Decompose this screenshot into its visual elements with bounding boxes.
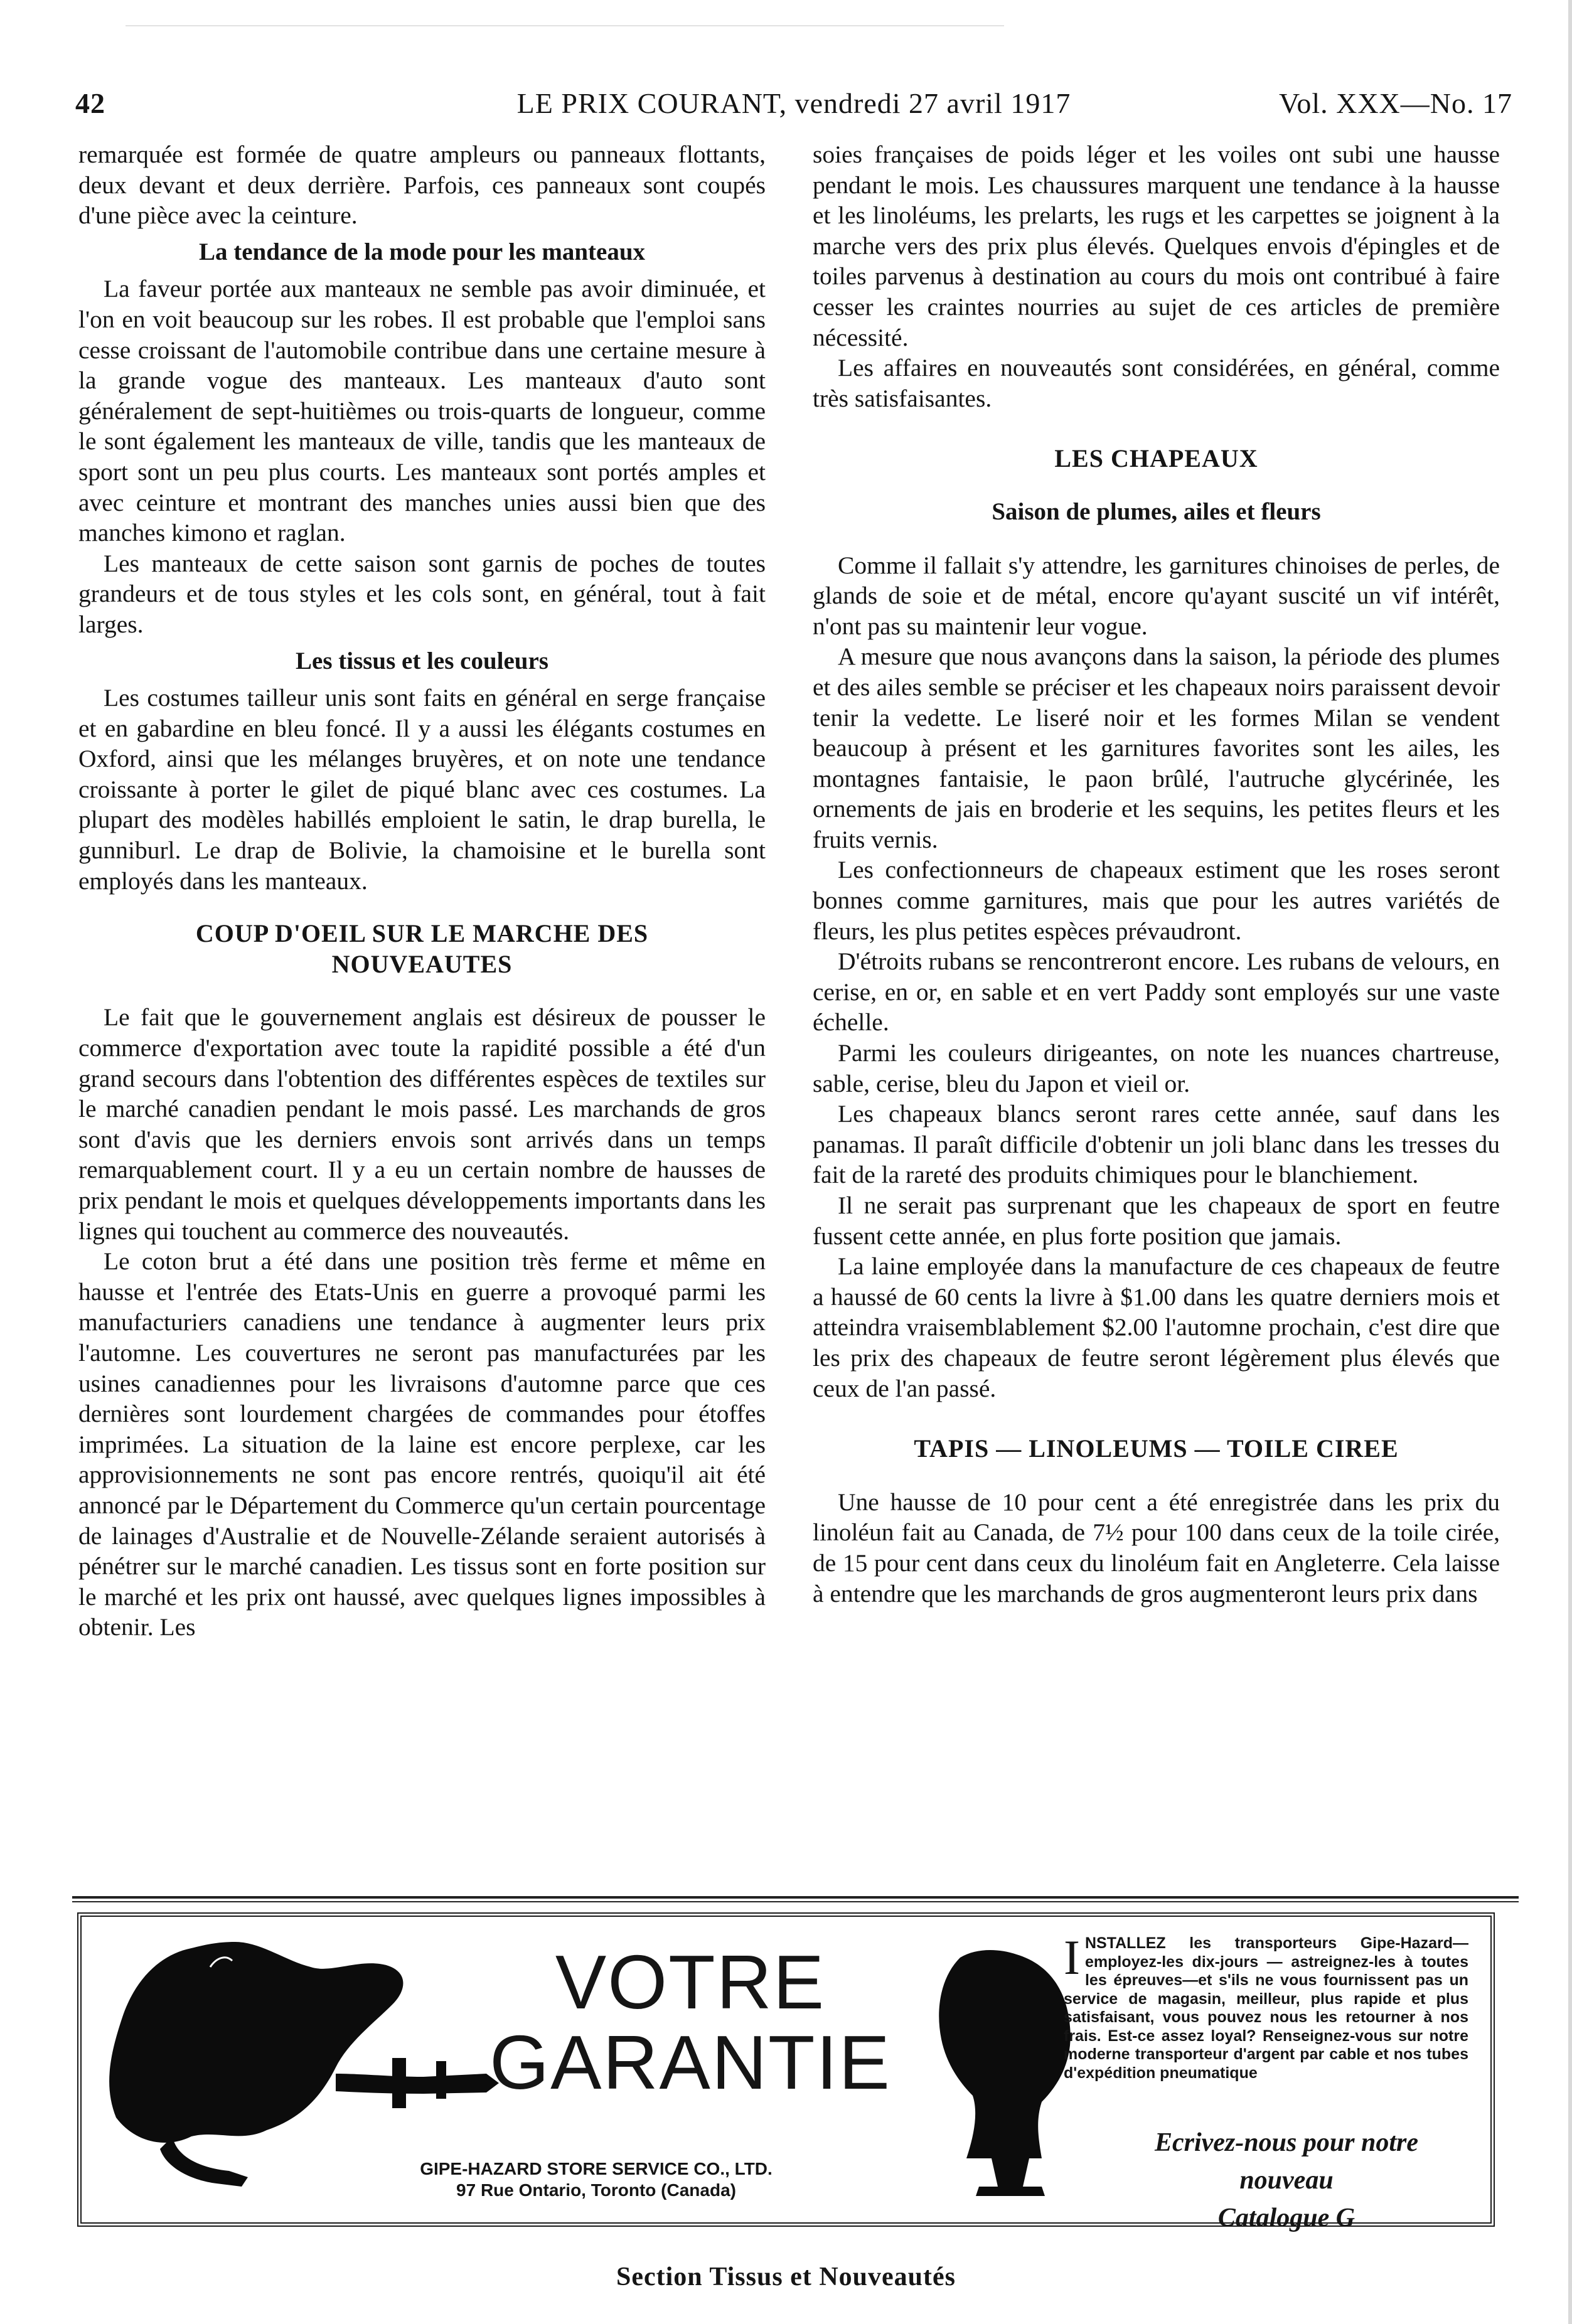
left-column: [78, 139, 766, 1643]
paragraph: soies françaises de poids léger et les voiles ont subi une hausse pendant le mois. Les chaussures marquent une tendance à la hausse et les linoléums, les prelarts, les rugs et les carpettes se joignent à la marche vers des prix plus élevés. Quelques envois d'épingles et de toiles parvenus à destination au cours du mois ont contribué à faire cesser les craintes nourries au sujet de ces articles de première nécessité.: [813, 141, 1500, 351]
paragraph: Les affaires en nouveautés sont considérées, en général, comme très satisfaisantes.: [813, 354, 1500, 412]
section-heading-coup-doeil: COUP D'OEIL SUR LE MARCHE DES NOUVEAUTES: [195, 919, 649, 978]
ad-body-text: NSTALLEZ les transporteurs Gipe-Hazard—employez-les dix-jours — astreignez-les à toutes les épreuves—et s'ils ne vous fournissent pas un service de magasin, meilleur, plus rapide et plus satisfaisant, vous pouvez nous les retourner à nos frais. Est-ce assez loyal? Renseignez-vous sur notre moderne transporteur d'argent par cable et nos tubes d'expédition pneumatique: [1064, 1934, 1468, 2082]
page-number: 42: [75, 87, 105, 119]
paragraph: Comme il fallait s'y attendre, les garnitures chinoises de perles, de glands de soie et de métal, encore qu'ayant suscité un vif intérêt, n'ont pas su maintenir leur vogue.: [813, 551, 1500, 640]
ad-body: [1064, 1930, 1468, 2082]
advertisement: [77, 1912, 1495, 2232]
ad-title-line: GARANTIE: [489, 2020, 891, 2105]
drop-cap: I: [1064, 1930, 1080, 1985]
scan-edge: [1568, 0, 1572, 2324]
paragraph: Le coton brut a été dans une position très ferme et même en hausse et l'entrée des Etats-Unis en guerre a provoqué parmi les manufacturiers canadiens une tendance à augmenter leurs prix l'automne. Les couvertures ne seront pas manufacturées par les usines canadiennes pour les livraisons d'automne parce que ces dernières sont lourdement chargées de commandes pour étoffes imprimées. La situation de la laine est encore perplexe, car les approvisionnements ne sont pas encore rentrés, quoiqu'il ait été annoncé par le Département du Commerce qu'un certain pourcentage de lainages d'Australie et de Nouvelle-Zélande seraient autorisés à pénétrer sur le marché canadien. Les tissus sont en forte position sur le marché et les prix ont haussé, avec quelques lignes impossibles à obtenir. Les: [78, 1247, 766, 1641]
publication-title: LE PRIX COURANT, vendredi 27 avril 1917: [516, 87, 1071, 119]
divider-rule: [72, 1901, 1519, 1902]
paragraph: D'étroits rubans se rencontreront encore. Les rubans de velours, en cerise, en or, en sable et en vert Paddy sont employés sur une vaste échelle.: [813, 947, 1500, 1037]
paragraph: Les costumes tailleur unis sont faits en général en serge française et en gabardine en bleu foncé. Il y a aussi les élégants costumes en Oxford, ainsi que les mélanges bruyères, et on note une tendance croissante à porter le gilet de piqué blanc avec ces costumes. La plupart des modèles habillés emploient le satin, le drap burella, le gunniburl. Le drap de Bolivie, la chamoisine et le burella sont employés dans les manteaux.: [78, 684, 766, 895]
cta-line: Catalogue G: [1217, 2204, 1355, 2232]
paragraph: La faveur portée aux manteaux ne semble pas avoir diminuée, et l'on en voit beaucoup sur les robes. Il est probable que l'emploi sans cesse croissant de l'automobile contribue dans une certaine mesure à la grande vogue des manteaux. Les manteaux d'auto sont généralement de sept-huitièmes ou trois-quarts de longueur, comme le sont également les manteaux de ville, tandis que les manteaux de sport sont un peu plus courts. Les manteaux sont portés amples et avec ceinture et montrant des manches unies aussi bien que des manches kimono et raglan.: [78, 275, 766, 547]
scan-artifact: [126, 25, 1004, 26]
subheading-manteaux: La tendance de la mode pour les manteaux: [198, 238, 646, 265]
paragraph: La laine employée dans la manufacture de ces chapeaux de feutre a haussé de 60 cents la livre à $1.00 dans les quatre derniers mois et atteindra vraisemblablement $2.00 l'automne prochain, c'est dire que les prix des chapeaux de feutre seront légèrement plus élevés que ceux de l'an passé.: [813, 1252, 1500, 1402]
paragraph: Les confectionneurs de chapeaux estiment que les roses seront bonnes comme garnitures, mais que pour les autres variétés de fleurs, les plus petites espèces prévaudront.: [813, 856, 1500, 945]
section-heading-tapis: TAPIS — LINOLEUMS — TOILE CIREE: [914, 1434, 1399, 1463]
paragraph: Les manteaux de cette saison sont garnis de poches de toutes grandeurs et de tous styles et les cols sont, en général, tout à fait larges.: [78, 549, 766, 638]
paragraph: A mesure que nous avançons dans la saison, la période des plumes et des ailes semble se préciser et les chapeaux noirs paraissent devoir tenir la vedette. Le liseré noir et les formes Milan se vendent beaucoup à présent et les garnitures favorites sont les ailes, les montagnes fantaisie, le paon brûlé, l'autruche glycérinée, les ornements de jais en broderie et les sequins, les petites fleurs et les fruits vernis.: [813, 642, 1500, 853]
paragraph: remarquée est formée de quatre ampleurs ou panneaux flottants, deux devant et deux derrière. Parfois, ces panneaux sont coupés d'une pièce avec la ceinture.: [78, 141, 766, 230]
page-footer: Section Tissus et Nouveautés: [616, 2263, 956, 2291]
paragraph: Le fait que le gouvernement anglais est désireux de pousser le commerce d'exportation avec toute la rapidité possible a été d'un grand secours dans l'obtention des différentes espèces de textiles sur le marché canadien pendant le mois passé. Les marchands de gros sont d'avis que les derniers envois sont arrivés dans un temps remarquablement court. Il y a eu un certain nombre de hausses de prix pendant le mois et quelques développements importants dans les lignes qui touchent au commerce des nouveautés.: [78, 1003, 766, 1245]
right-column: [813, 139, 1500, 1609]
cta-line: Ecrivez-nous pour notre nouveau: [1154, 2128, 1419, 2195]
paragraph: Une hausse de 10 pour cent a été enregistrée dans les prix du linoléun fait au Canada, de 7½ pour 100 dans ceux de la toile cirée, de 15 pour cent dans ceux du linoléum fait en Angleterre. Cela laisse à entendre que les marchands de gros augmenteront leurs prix dans: [813, 1488, 1500, 1607]
ad-company: [345, 2158, 847, 2201]
subheading-saison: Saison de plumes, ailes et fleurs: [992, 498, 1321, 525]
page-header: [75, 87, 1512, 124]
volume-number: Vol. XXX—No. 17: [1279, 87, 1512, 119]
subheading-tissus: Les tissus et les couleurs: [296, 647, 548, 674]
ad-call-to-action: [1111, 2124, 1462, 2237]
company-name: GIPE-HAZARD STORE SERVICE CO., LTD.: [420, 2159, 773, 2178]
section-heading-chapeaux: LES CHAPEAUX: [1054, 444, 1258, 473]
ad-title: [464, 1939, 916, 2105]
paragraph: Il ne serait pas surprenant que les chapeaux de sport en feutre fussent cette année, en plus forte position que jamais.: [813, 1191, 1500, 1250]
ad-title-line: VOTRE: [555, 1939, 826, 2025]
paragraph: Les chapeaux blancs seront rares cette année, sauf dans les panamas. Il paraît difficile d'obtenir un joli blanc dans les tresses du fait de la rareté des produits chimiques pour le blanchiement.: [813, 1100, 1500, 1189]
paragraph: Parmi les couleurs dirigeantes, on note les nuances chartreuse, sable, cerise, bleu du Japon et vieil or.: [813, 1039, 1500, 1097]
company-address: 97 Rue Ontario, Toronto (Canada): [456, 2180, 736, 2200]
divider-rule: [72, 1896, 1519, 1899]
